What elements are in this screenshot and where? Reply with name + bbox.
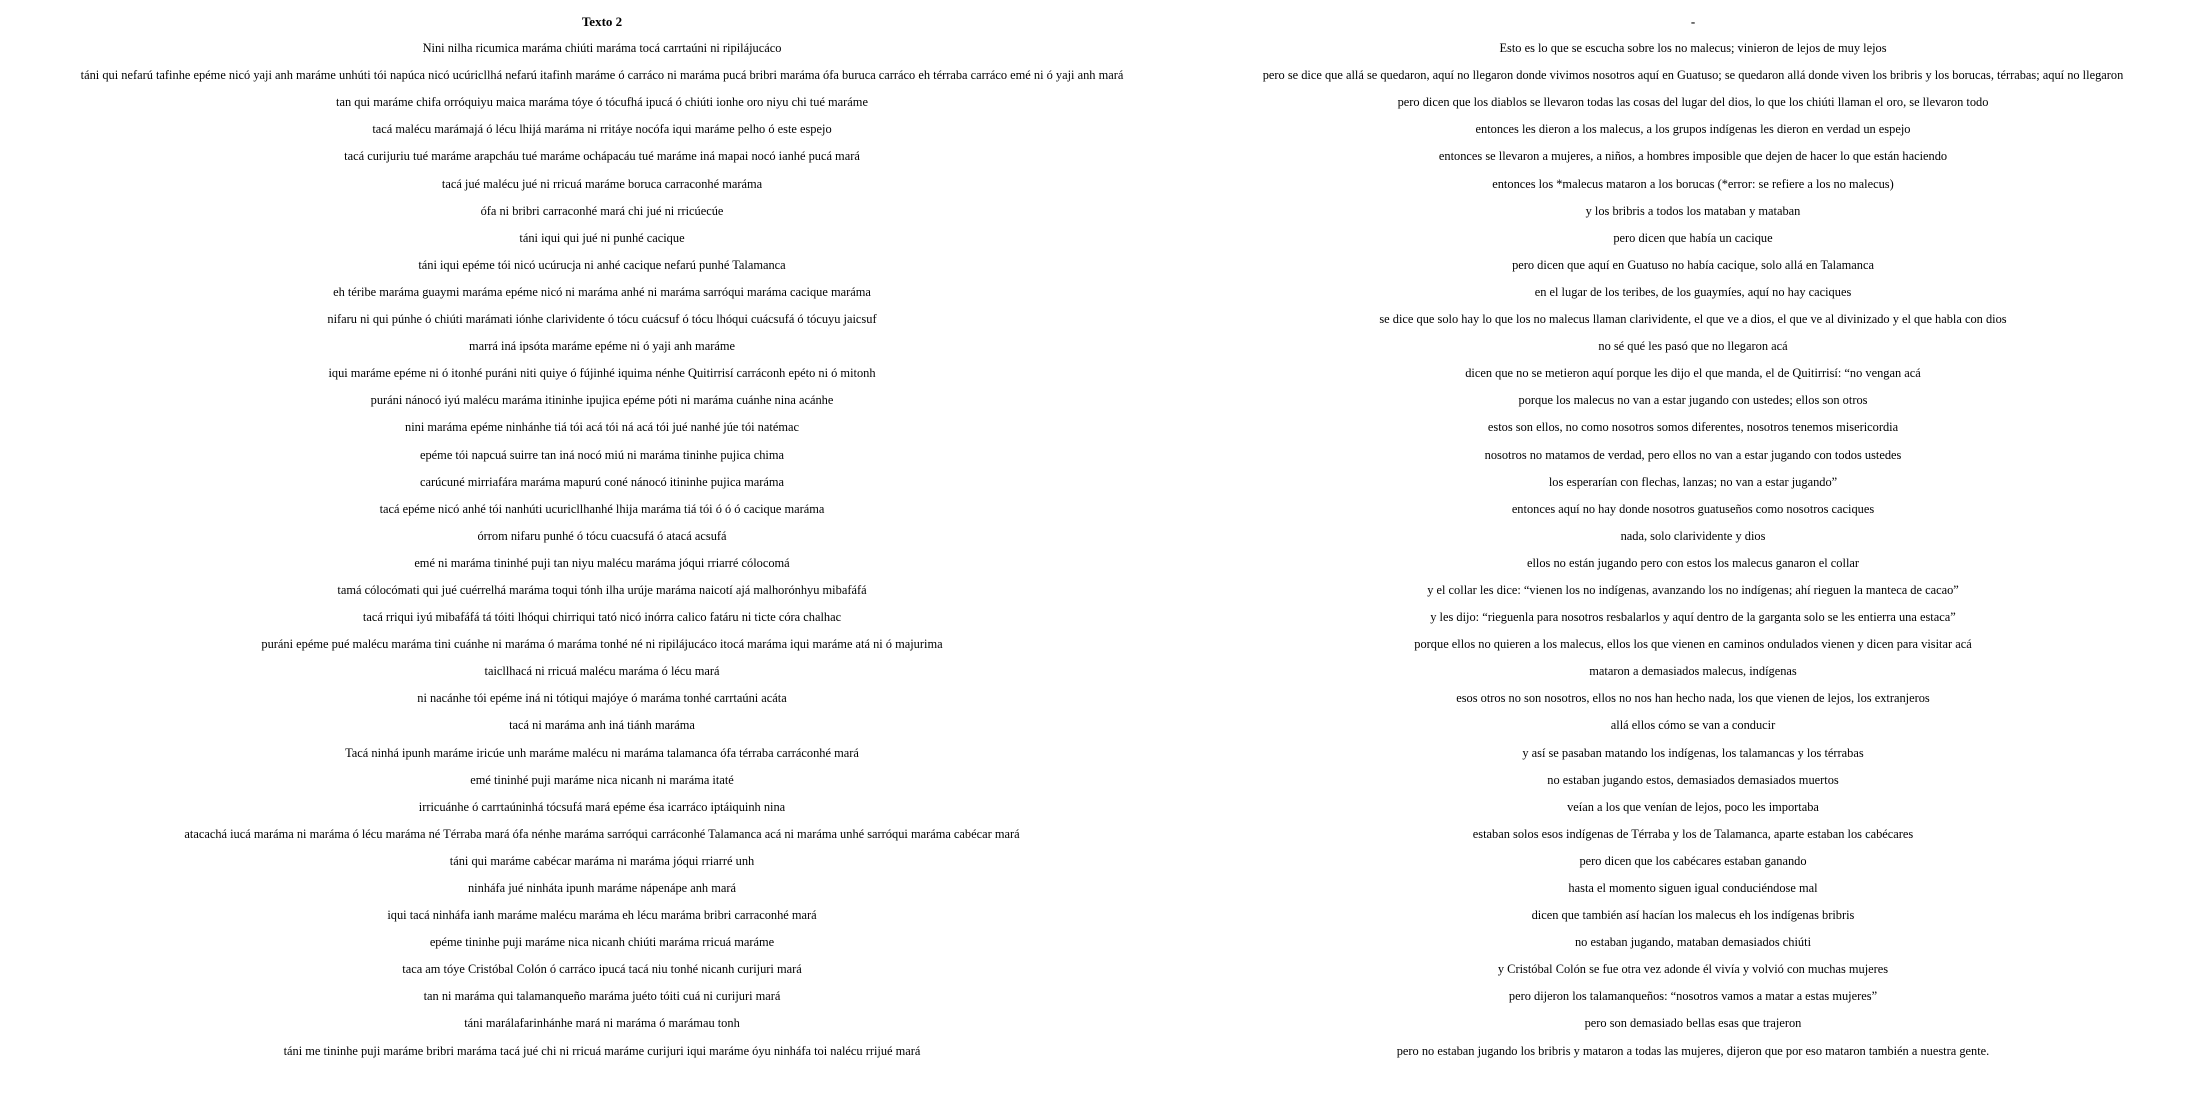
table-row: [2, 712, 2184, 739]
translation-line: ellos no están jugando pero con estos los malecus ganaron el collar: [1526, 555, 1860, 570]
table-row: [2, 116, 2184, 143]
original-line: iqui maráme epéme ni ó itonhé puráni niti quiye ó fújinhé iquima nénhe Quitirrisí carráconh epéto ni ó mitonh: [328, 366, 876, 381]
translation-line: y así se pasaban matando los indígenas, los talamancas y los térrabas: [1522, 745, 1864, 760]
table-row: [2, 550, 2184, 577]
table-row: [2, 279, 2184, 306]
table-row: [2, 469, 2184, 496]
translation-line: estos son ellos, no como nosotros somos diferentes, nosotros tenemos misericordia: [1487, 420, 1899, 435]
table-row: [2, 333, 2184, 360]
translation-line: entonces les dieron a los malecus, a los grupos indígenas les dieron en verdad un espejo: [1475, 122, 1911, 137]
translation-line: pero son demasiado bellas esas que trajeron: [1584, 1016, 1802, 1031]
original-line: puráni nánocó iyú malécu maráma itininhe ipujica epéme póti ni maráma cuánhe nina acánhe: [370, 393, 834, 408]
table-row: [2, 1038, 2184, 1065]
original-line: táni me tininhe puji maráme bribri maráma tacá jué chi ni rricuá maráme curijuri iqui maráme óyu ninháfa toi nalécu rrijué mará: [283, 1043, 921, 1058]
table-row: [2, 956, 2184, 983]
table-row: [2, 604, 2184, 631]
transcription-body: [2, 35, 2184, 1065]
translation-line: porque ellos no quieren a los malecus, ellos los que vienen en caminos ondulados vienen y dicen para visitar acá: [1414, 637, 1972, 652]
table-row: [2, 35, 2184, 62]
translation-line: estaban solos esos indígenas de Térraba y los de Talamanca, aparte estaban los cabécares: [1472, 826, 1914, 841]
original-line: tacá malécu marámajá ó lécu lhijá maráma ni rritáye nocófa iqui maráme pelho ó este espejo: [372, 122, 832, 137]
translation-line: los esperarían con flechas, lanzas; no van a estar jugando”: [1548, 474, 1838, 489]
translation-line: hasta el momento siguen igual conduciéndose mal: [1568, 881, 1818, 895]
translation-line: pero dicen que los diablos se llevaron todas las cosas del lugar del dios, lo que los chiúti llaman el oro, se llevaron todo: [1397, 95, 1989, 110]
table-row: [2, 902, 2184, 929]
original-line: Tacá ninhá ipunh maráme iricúe unh maráme malécu ni maráma talamanca ófa térraba carráconhé mará: [345, 745, 859, 760]
original-line: marrá iná ipsóta maráme epéme ni ó yaji anh maráme: [469, 339, 735, 354]
original-line: epéme tininhe puji maráme nica nicanh chiúti maráma rricuá maráme: [429, 935, 775, 950]
translation-line: entonces se llevaron a mujeres, a niños, a hombres imposible que dejen de hacer lo que están haciendo: [1438, 149, 1948, 164]
table-row: [2, 821, 2184, 848]
table-row: [2, 442, 2184, 469]
translation-line: dicen que también así hacían los malecus eh los indígenas bribris: [1531, 908, 1855, 923]
original-line: órrom nifaru punhé ó tócu cuacsufá ó atacá acsufá: [477, 528, 727, 543]
original-line: tacá curijuriu tué maráme arapcháu tué maráme ochápacáu tué maráme iná mapai nocó ianhé pucá mará: [344, 149, 860, 164]
original-line: tan ni maráma qui talamanqueño maráma juéto tóiti cuá ni curijuri mará: [423, 989, 781, 1004]
original-line: táni iqui qui jué ni punhé cacique: [519, 230, 685, 245]
translation-line: se dice que solo hay lo que los no malecus llaman clarividente, el que ve a dios, el que ve al divinizado y el que habla con dios: [1379, 312, 2007, 327]
translation-line: veían a los que venían de lejos, poco les importaba: [1567, 799, 1819, 814]
translation-line: dicen que no se metieron aquí porque les dijo el que manda, el de Quitirrisí: “no vengan acá: [1465, 366, 1921, 381]
translation-line: mataron a demasiados malecus, indígenas: [1589, 664, 1797, 679]
translation-line: entonces los *malecus mataron a los borucas (*error: se refiere a los no malecus): [1492, 176, 1894, 191]
header-row: [2, 8, 2184, 35]
original-line: eh téribe maráma guaymi maráma epéme nicó ni maráma anhé ni maráma sarróqui maráma cacique maráma: [333, 284, 871, 299]
translation-line: y Cristóbal Colón se fue otra vez adonde él vivía y volvió con muchas mujeres: [1497, 962, 1889, 977]
column-title-left: Texto 2: [581, 14, 623, 29]
original-line: tan qui maráme chifa orróquiyu maica maráma tóye ó tócufhá ipucá ó chiúti ionhe oro niyu chi tué maráme: [336, 95, 868, 110]
translation-line: entonces aquí no hay donde nosotros guatuseños como nosotros caciques: [1511, 501, 1875, 516]
table-row: [2, 225, 2184, 252]
original-line: nini maráma epéme ninhánhe tiá tói acá tói ná acá tói jué nanhé júe tói natémac: [405, 420, 799, 435]
original-line: táni qui maráme cabécar maráma ni maráma jóqui rriarré unh: [449, 853, 755, 868]
table-row: [2, 1010, 2184, 1037]
original-line: nifaru ni qui púnhe ó chiúti marámati iónhe clarividente ó tócu cuácsuf ó tócu lhóqui cuácsufá ó tócuyu jaicsuf: [327, 312, 877, 327]
translation-line: Esto es lo que se escucha sobre los no malecus; vinieron de lejos de muy lejos: [1499, 41, 1887, 56]
table-row: [2, 360, 2184, 387]
translation-line: esos otros no son nosotros, ellos no nos han hecho nada, los que vienen de lejos, los extranjeros: [1456, 691, 1930, 706]
translation-line: y el collar les dice: “vienen los no indígenas, avanzando los no indígenas; ahí rieguen la manteca de cacao”: [1427, 582, 1959, 597]
table-row: [2, 875, 2184, 902]
translation-line: y los bribris a todos los mataban y mataban: [1585, 203, 1801, 218]
original-line: tacá rriqui iyú mibafáfá tá tóiti lhóqui chirriqui tató nicó inórra calico fatáru ni ticte córa chalhac: [362, 610, 842, 625]
table-row: [2, 306, 2184, 333]
table-row: [2, 523, 2184, 550]
table-row: [2, 658, 2184, 685]
translation-line: pero no estaban jugando los bribris y mataron a todas las mujeres, dijeron que por eso mataron también a nuestra gente.: [1396, 1043, 1990, 1058]
original-line: táni marálafarinhánhe mará ni maráma ó marámau tonh: [464, 1016, 740, 1031]
translation-line: allá ellos cómo se van a conducir: [1610, 718, 1776, 733]
table-row: [2, 496, 2184, 523]
original-line: irricuánhe ó carrtaúninhá tócsufá mará epéme ésa icarráco iptáiquinh nina: [418, 799, 786, 814]
original-line: epéme tói napcuá suirre tan iná nocó miú ni maráma tininhe pujica chima: [419, 447, 785, 462]
translation-line: en el lugar de los teribes, de los guaymíes, aquí no hay caciques: [1534, 284, 1852, 299]
translation-line: porque los malecus no van a estar jugando con ustedes; ellos son otros: [1518, 393, 1868, 408]
original-line: táni qui nefarú tafinhe epéme nicó yaji anh maráme unhúti tói napúca nicó ucúricllhá nefarú itafinh maráme ó carráco ni maráma pucá bribri maráma ófa buruca carráco eh térraba carráco emé ni ó yaji anh mará: [80, 68, 1124, 83]
translation-line: no sé qué les pasó que no llegaron acá: [1598, 339, 1788, 354]
translation-line: y les dijo: “rieguenla para nosotros resbalarlos y aquí dentro de la garganta solo se les entierra una estaca”: [1430, 610, 1956, 625]
original-line: ni nacánhe tói epéme iná ni tótiqui majóye ó maráma tonhé carrtaúni acáta: [417, 691, 787, 706]
table-row: [2, 89, 2184, 116]
table-row: [2, 848, 2184, 875]
original-line: atacachá iucá maráma ni maráma ó lécu maráma né Térraba mará ófa nénhe maráma sarróqui carráconhé Talamanca acá ni maráma unhé sarróqui maráma cabécar mará: [184, 826, 1020, 841]
original-line: Nini nilha ricumica maráma chiúti maráma tocá carrtaúni ni ripilájucáco: [422, 41, 782, 56]
table-row: [2, 143, 2184, 170]
table-row: [2, 740, 2184, 767]
original-line: emé ni maráma tininhé puji tan niyu malécu maráma jóqui rriarré cólocomá: [414, 555, 790, 570]
table-row: [2, 252, 2184, 279]
original-line: ninháfa jué ninháta ipunh maráme nápenápe anh mará: [467, 881, 736, 895]
original-line: tacá epéme nicó anhé tói nanhúti ucuricllhanhé lhija maráma tiá tói ó ó ó cacique maráma: [379, 501, 825, 516]
translation-line: pero dicen que había un cacique: [1613, 230, 1773, 245]
original-line: carúcuné mirriafára maráma mapurú coné nánocó itininhe pujica maráma: [420, 474, 784, 489]
original-line: iqui tacá ninháfa ianh maráme malécu maráma eh lécu maráma bribri carraconhé mará: [387, 908, 817, 923]
original-line: puráni epéme pué malécu maráma tini cuánhe ni maráma ó maráma tonhé né ni ripilájucáco itocá maráma iqui maráme atá ni ó majurima: [261, 637, 943, 652]
translation-line: pero dijeron los talamanqueños: “nosotros vamos a matar a estas mujeres”: [1508, 989, 1878, 1004]
table-row: [2, 929, 2184, 956]
original-line: taicllhacá ni rricuá malécu maráma ó lécu mará: [484, 664, 720, 679]
translation-line: no estaban jugando estos, demasiados demasiados muertos: [1547, 772, 1839, 787]
table-row: [2, 631, 2184, 658]
table-row: [2, 577, 2184, 604]
original-line: ófa ni bribri carraconhé mará chi jué ni rricúecúe: [480, 203, 724, 218]
transcription-table: [2, 8, 2184, 1065]
table-row: [2, 387, 2184, 414]
column-title-right: -: [1690, 14, 1696, 29]
translation-line: no estaban jugando, mataban demasiados chiúti: [1574, 935, 1812, 950]
table-row: [2, 685, 2184, 712]
original-line: táni iqui epéme tói nicó ucúrucja ni anhé cacique nefarú punhé Talamanca: [418, 257, 786, 272]
table-row: [2, 767, 2184, 794]
table-row: [2, 983, 2184, 1010]
translation-line: pero se dice que allá se quedaron, aquí no llegaron donde vivimos nosotros aquí en Guatuso; se quedaron allá donde viven los bribris y los borucas, térrabas; aquí no llegaron: [1262, 68, 2124, 83]
translation-line: pero dicen que aquí en Guatuso no había cacique, solo allá en Talamanca: [1512, 257, 1874, 272]
table-row: [2, 171, 2184, 198]
table-row: [2, 794, 2184, 821]
original-line: emé tininhé puji maráme nica nicanh ni maráma itaté: [470, 772, 734, 787]
original-line: tacá ni maráma anh iná tiánh maráma: [509, 718, 695, 733]
table-row: [2, 198, 2184, 225]
translation-line: pero dicen que los cabécares estaban ganando: [1579, 853, 1807, 868]
table-row: [2, 62, 2184, 89]
table-row: [2, 414, 2184, 441]
original-line: tamá cólocómati qui jué cuérrelhá maráma toqui tónh ilha urúje maráma naicotí ajá malhorónhyu mibafáfá: [337, 582, 867, 597]
original-line: taca am tóye Cristóbal Colón ó carráco ipucá tacá niu tonhé nicanh curijuri mará: [402, 962, 802, 977]
original-line: tacá jué malécu jué ni rricuá maráme boruca carraconhé maráma: [441, 176, 763, 191]
translation-line: nosotros no matamos de verdad, pero ellos no van a estar jugando con todos ustedes: [1484, 447, 1902, 462]
translation-line: nada, solo clarividente y dios: [1620, 528, 1766, 543]
